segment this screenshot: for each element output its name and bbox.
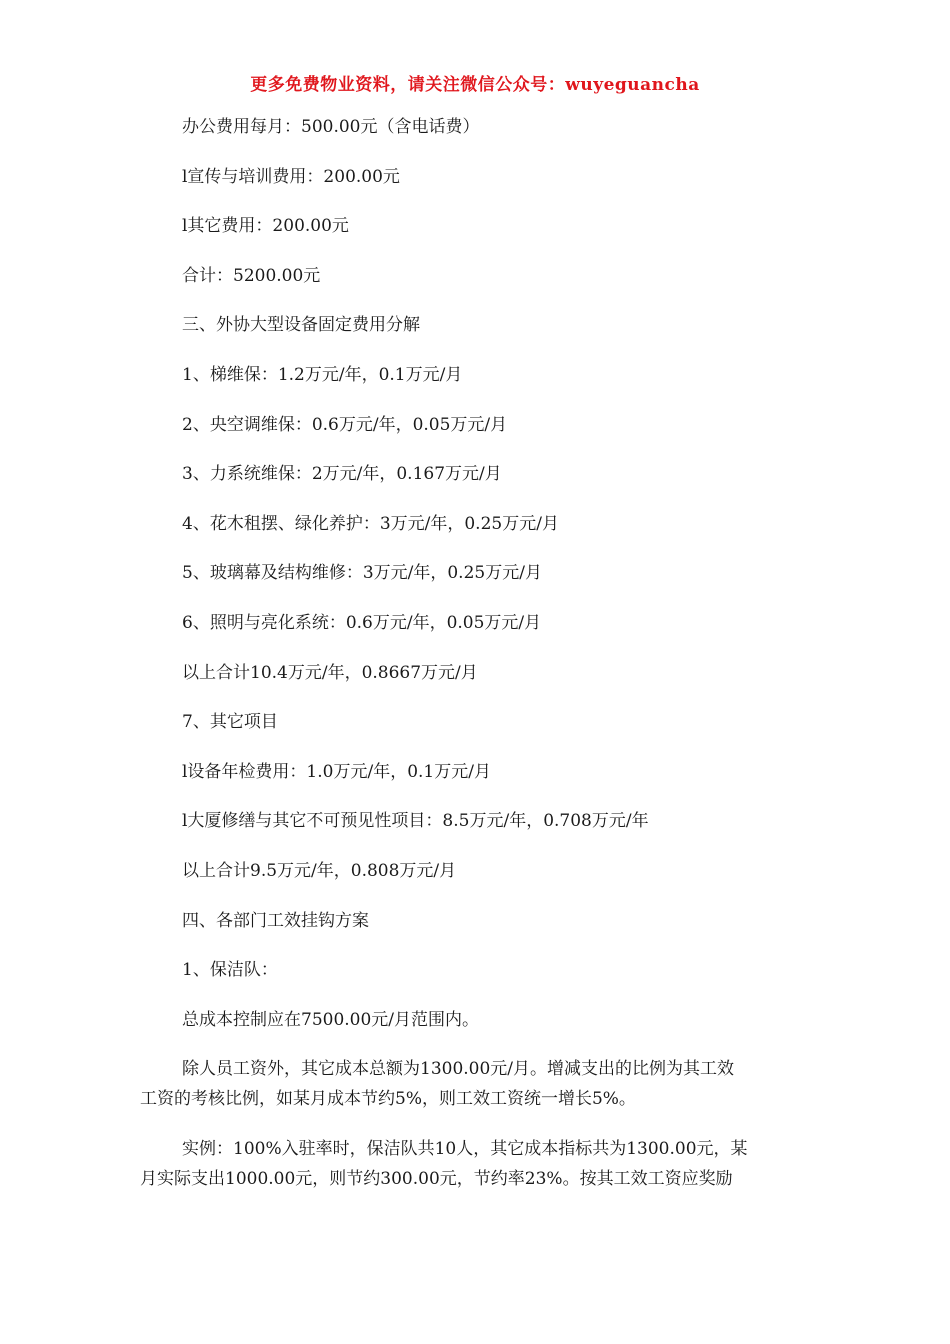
text-line: l大厦修缮与其它不可预见性项目：8.5万元/年，0.708万元/年 [182,811,649,832]
paragraph-line: 实例：100%入驻率时，保洁队共10人，其它成本指标共为1300.00元，某 [182,1138,748,1159]
text-line: l其它费用：200.00元 [182,216,349,237]
text-line: 7、其它项目 [182,712,278,733]
paragraph-line: 月实际支出1000.00元，则节约300.00元，节约率23%。按其工效工资应奖励 [140,1168,733,1189]
paragraph [140,1134,810,1194]
promo-banner: 更多免费物业资料，请关注微信公众号：wuyeguancha [250,75,700,95]
section-heading: 四、各部门工效挂钩方案 [182,910,369,931]
text-line: 合计：5200.00元 [182,265,321,286]
text-line: 4、花木租摆、绿化养护：3万元/年，0.25万元/月 [182,513,559,534]
text-line: 2、央空调维保：0.6万元/年，0.05万元/月 [182,414,508,435]
text-line: l宣传与培训费用：200.00元 [182,166,400,187]
text-line: 3、力系统维保：2万元/年，0.167万元/月 [182,464,502,485]
paragraph [140,1054,810,1114]
text-line: 以上合计10.4万元/年，0.8667万元/月 [182,662,478,683]
text-line: 1、梯维保：1.2万元/年，0.1万元/月 [182,364,463,385]
text-line: 1、保洁队： [182,960,278,981]
text-line: 办公费用每月：500.00元（含电话费） [182,117,480,137]
section-heading: 三、外协大型设备固定费用分解 [182,315,420,336]
text-line: l设备年检费用：1.0万元/年，0.1万元/月 [182,761,491,782]
paragraph-line: 除人员工资外，其它成本总额为1300.00元/月。增减支出的比例为其工效 [182,1059,735,1080]
text-line: 总成本控制应在7500.00元/月范围内。 [182,1009,480,1030]
document-body [140,112,810,1213]
text-line: 以上合计9.5万元/年，0.808万元/月 [182,860,457,881]
text-line: 6、照明与亮化系统：0.6万元/年，0.05万元/月 [182,612,542,633]
text-line: 5、玻璃幕及结构维修：3万元/年，0.25万元/月 [182,563,542,584]
paragraph-line: 工资的考核比例，如某月成本节约5%，则工效工资统一增长5%。 [140,1089,636,1110]
